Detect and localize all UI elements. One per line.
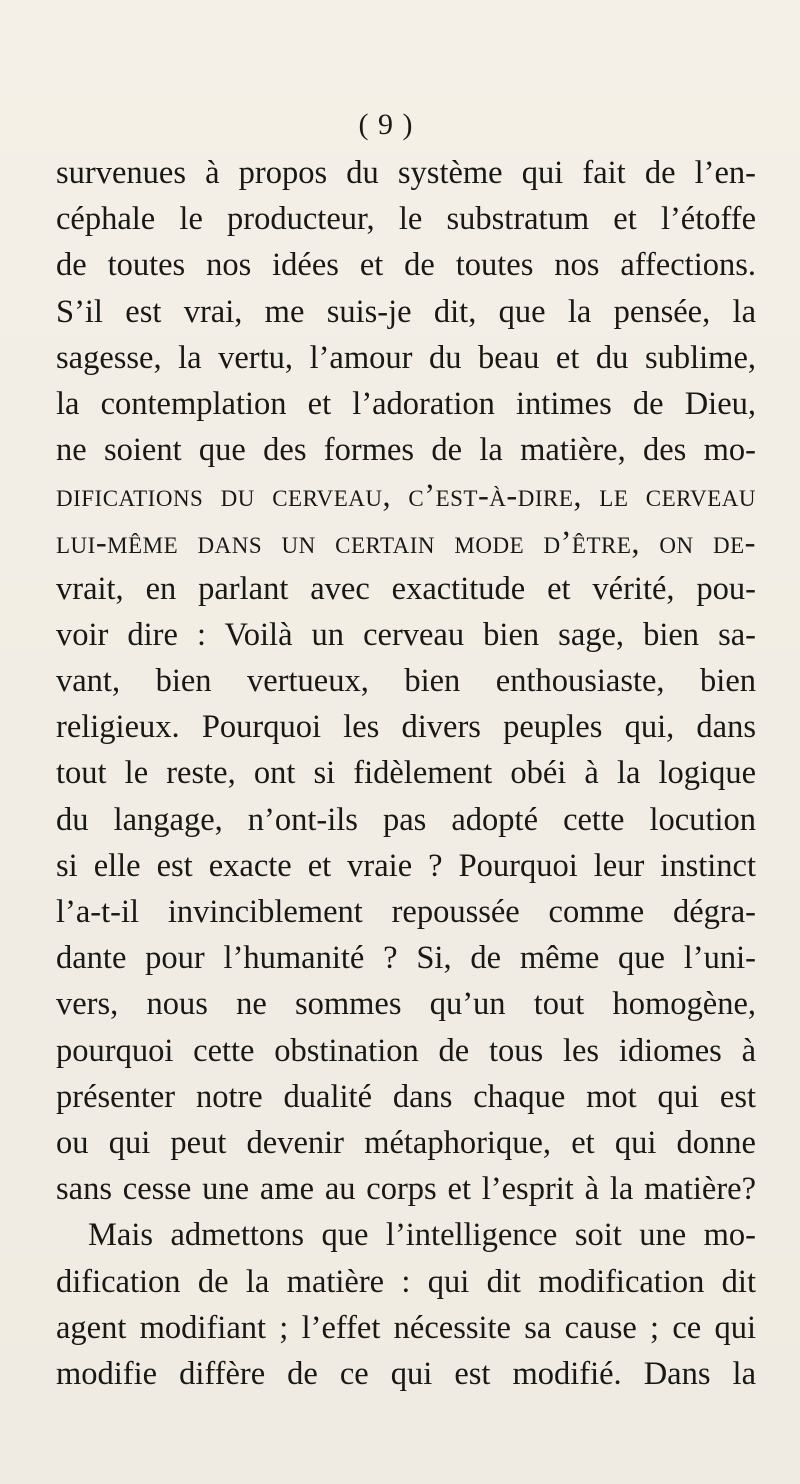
page-number: ( 9 ): [358, 108, 414, 141]
text-line-14: tout le reste, ont si fidèlement obéi à la logique: [56, 755, 756, 792]
text-line-20: pourquoi cette obstination de tous les idiomes à: [56, 1032, 756, 1069]
text-line-23: sans cesse une ame au corps et l’esprit à la matière?: [56, 1171, 756, 1208]
text-line-3: de toutes nos idées et de toutes nos affections.: [56, 247, 756, 284]
text-line-21: présenter notre dualité dans chaque mot qui est: [56, 1078, 756, 1115]
text-line-10: vrait, en parlant avec exactitude et vérité, pou-: [56, 570, 756, 607]
text-line-1: survenues à propos du système qui fait de l’en-: [56, 155, 756, 191]
text-line-25: dification de la matière : qui dit modification dit: [56, 1263, 756, 1300]
text-line-4: S’il est vrai, me suis-je dit, que la pensée, la: [56, 293, 756, 330]
text-line-24: Mais admettons que l’intelligence soit une mo-: [88, 1217, 756, 1254]
text-line-7: ne soient que des formes de la matière, des mo-: [56, 432, 756, 469]
text-line-17: l’a-t-il invinciblement repoussée comme dégra-: [56, 894, 756, 930]
text-line-2: céphale le producteur, le substratum et l’étoffe: [56, 201, 756, 238]
text-line-8: difications du cerveau, c’est-à-dire, le cerveau: [56, 478, 756, 515]
body-text: [56, 150, 756, 1397]
text-line-16: si elle est exacte et vraie ? Pourquoi leur instinct: [56, 847, 756, 884]
text-line-5: sagesse, la vertu, l’amour du beau et du sublime,: [56, 339, 756, 376]
text-line-19: vers, nous ne sommes qu’un tout homogène,: [56, 986, 756, 1023]
text-line-13: religieux. Pourquoi les divers peuples qui, dans: [56, 709, 756, 746]
text-line-12: vant, bien vertueux, bien enthousiaste, bien: [56, 663, 756, 700]
text-line-11: voir dire : Voilà un cerveau bien sage, bien sa-: [56, 616, 756, 653]
text-line-22: ou qui peut devenir métaphorique, et qui donne: [56, 1124, 756, 1161]
text-line-15: du langage, n’ont-ils pas adopté cette locution: [56, 801, 756, 838]
text-line-9: lui-même dans un certain mode d’être, on de-: [56, 524, 756, 561]
text-line-27: modifie diffère de ce qui est modifié. Dans la: [56, 1355, 756, 1392]
text-line-18: dante pour l’humanité ? Si, de même que l’uni-: [56, 940, 756, 977]
text-line-6: la contemplation et l’adoration intimes de Dieu,: [56, 385, 756, 422]
text-line-26: agent modifiant ; l’effet nécessite sa cause ; ce qui: [56, 1309, 756, 1346]
